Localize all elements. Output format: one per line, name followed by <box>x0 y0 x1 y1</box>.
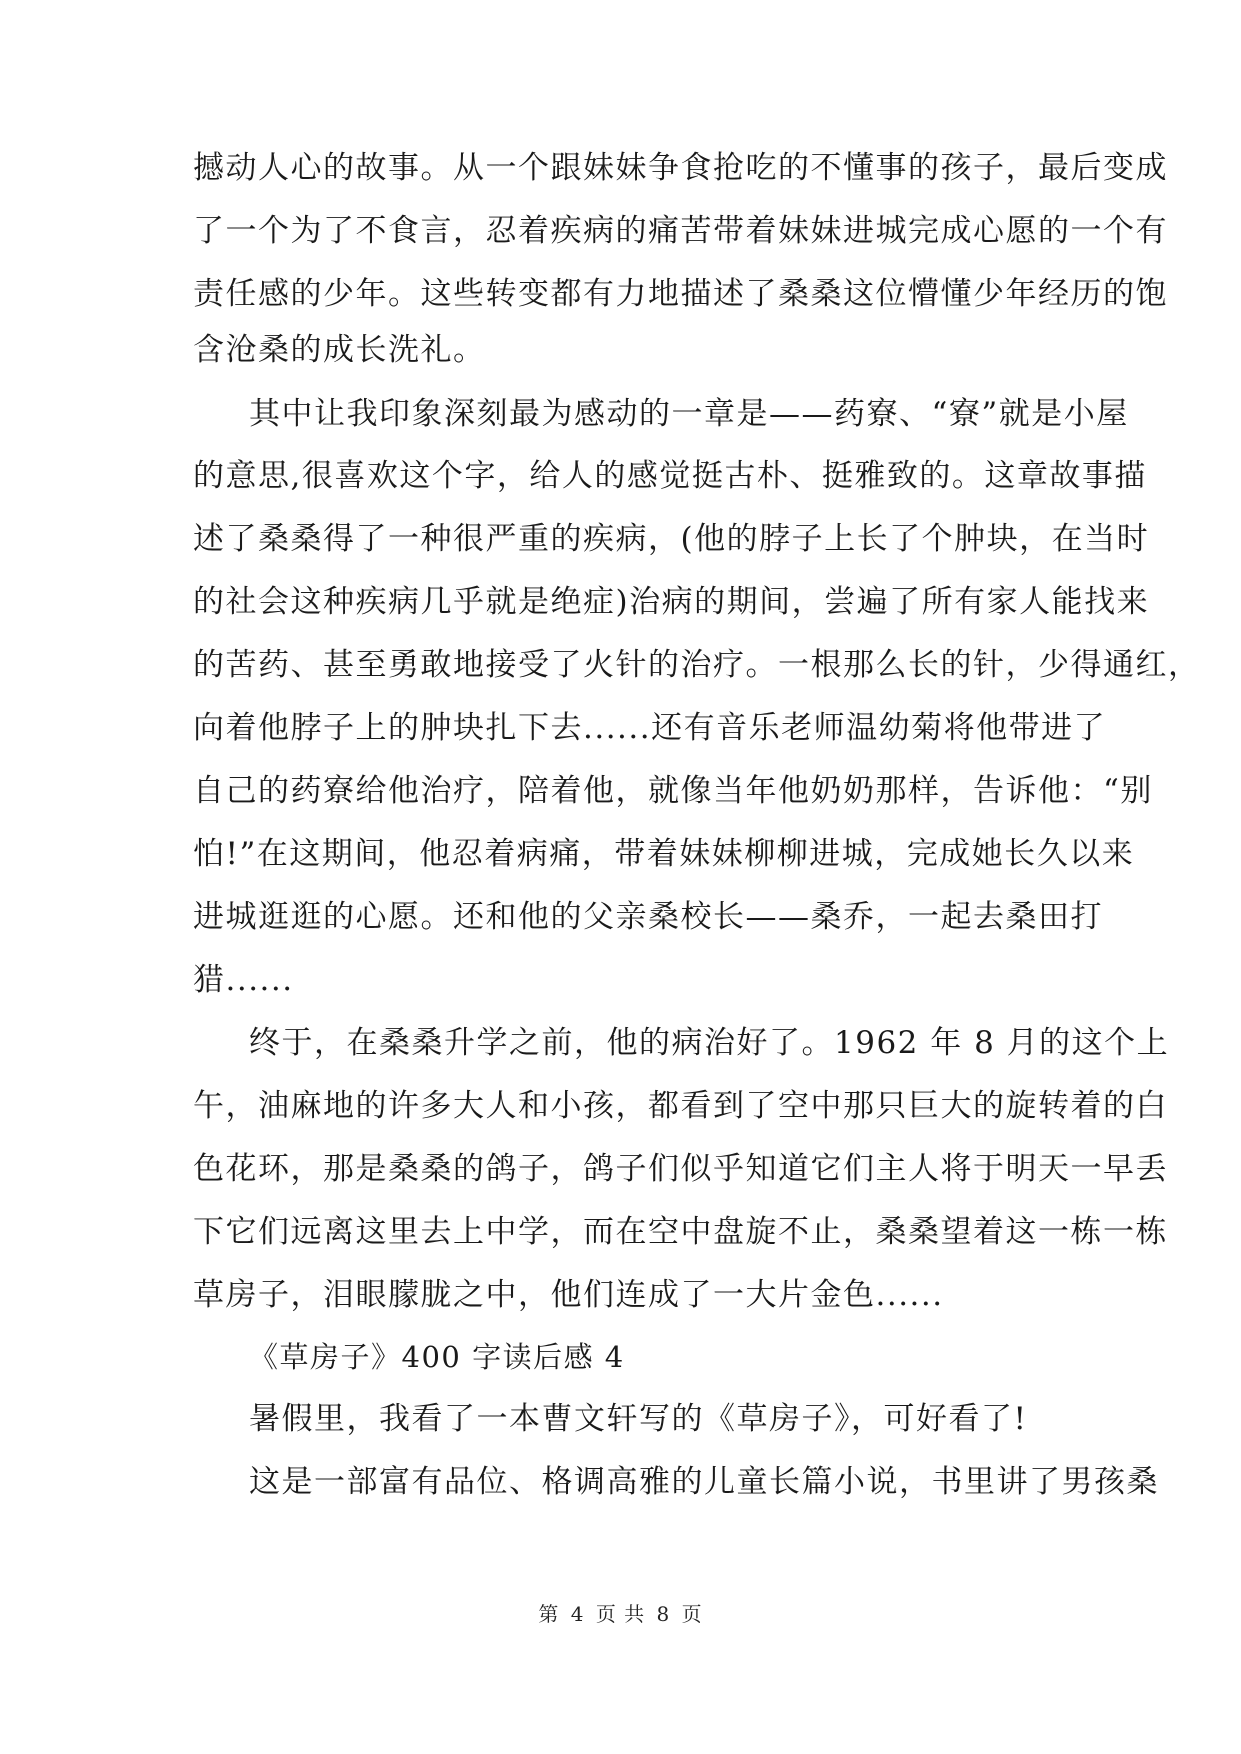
footer-mid: 页 共 <box>595 1602 646 1626</box>
paragraph-line: 猎...... <box>193 962 294 998</box>
footer-current-page: 4 <box>570 1602 585 1626</box>
paragraph-line: 的苦药、甚至勇敢地接受了火针的治疗。一根那么长的针，少得通红， <box>193 647 1201 683</box>
paragraph-line: 进城逛逛的心愿。还和他的父亲桑校长——桑乔，一起去桑田打 <box>193 899 1103 935</box>
paragraph-line: 色花环，那是桑桑的鸽子，鸽子们似乎知道它们主人将于明天一早丢 <box>193 1151 1168 1187</box>
paragraph-line: 自己的药寮给他治疗，陪着他，就像当年他奶奶那样，告诉他：“别 <box>193 773 1153 809</box>
paragraph-line: 含沧桑的成长洗礼。 <box>193 332 486 368</box>
paragraph-line: 草房子，泪眼朦胧之中，他们连成了一大片金色...... <box>193 1277 944 1313</box>
paragraph-line: 责任感的少年。这些转变都有力地描述了桑桑这位懵懂少年经历的饱 <box>193 276 1168 312</box>
section-heading: 《草房子》400 字读后感 4 <box>249 1340 625 1374</box>
paragraph-line: 怕!”在这期间，他忍着病痛，带着妹妹柳柳进城，完成她长久以来 <box>193 836 1135 872</box>
paragraph-line: 了一个为了不食言，忍着疾病的痛苦带着妹妹进城完成心愿的一个有 <box>193 213 1168 249</box>
paragraph-line: 午，油麻地的许多大人和小孩，都看到了空中那只巨大的旋转着的白 <box>193 1088 1168 1124</box>
paragraph-line: 的意思,很喜欢这个字，给人的感觉挺古朴、挺雅致的。这章故事描 <box>193 458 1147 494</box>
paragraph-line: 暑假里，我看了一本曹文轩写的《草房子》，可好看了! <box>249 1401 1028 1437</box>
page-number-footer <box>0 1598 1241 1627</box>
paragraph-line: 下它们远离这里去上中学，而在空中盘旋不止，桑桑望着这一栋一栋 <box>193 1214 1168 1250</box>
paragraph-line: 向着他脖子上的肿块扎下去......还有音乐老师温幼菊将他带进了 <box>193 710 1107 746</box>
paragraph-line: 其中让我印象深刻最为感动的一章是——药寮、“寮”就是小屋 <box>249 396 1129 432</box>
footer-suffix: 页 <box>681 1602 703 1626</box>
footer-prefix: 第 <box>538 1602 560 1626</box>
paragraph-line: 述了桑桑得了一种很严重的疾病，(他的脖子上长了个肿块，在当时 <box>193 521 1150 557</box>
paragraph-line: 的社会这种疾病几乎就是绝症)治病的期间，尝遍了所有家人能找来 <box>193 584 1150 620</box>
footer-total-pages: 8 <box>656 1602 671 1626</box>
paragraph-line: 这是一部富有品位、格调高雅的儿童长篇小说，书里讲了男孩桑 <box>249 1464 1159 1500</box>
paragraph-line: 撼动人心的故事。从一个跟妹妹争食抢吃的不懂事的孩子，最后变成 <box>193 150 1168 186</box>
paragraph-line: 终于，在桑桑升学之前，他的病治好了。1962 年 8 月的这个上 <box>249 1025 1170 1061</box>
